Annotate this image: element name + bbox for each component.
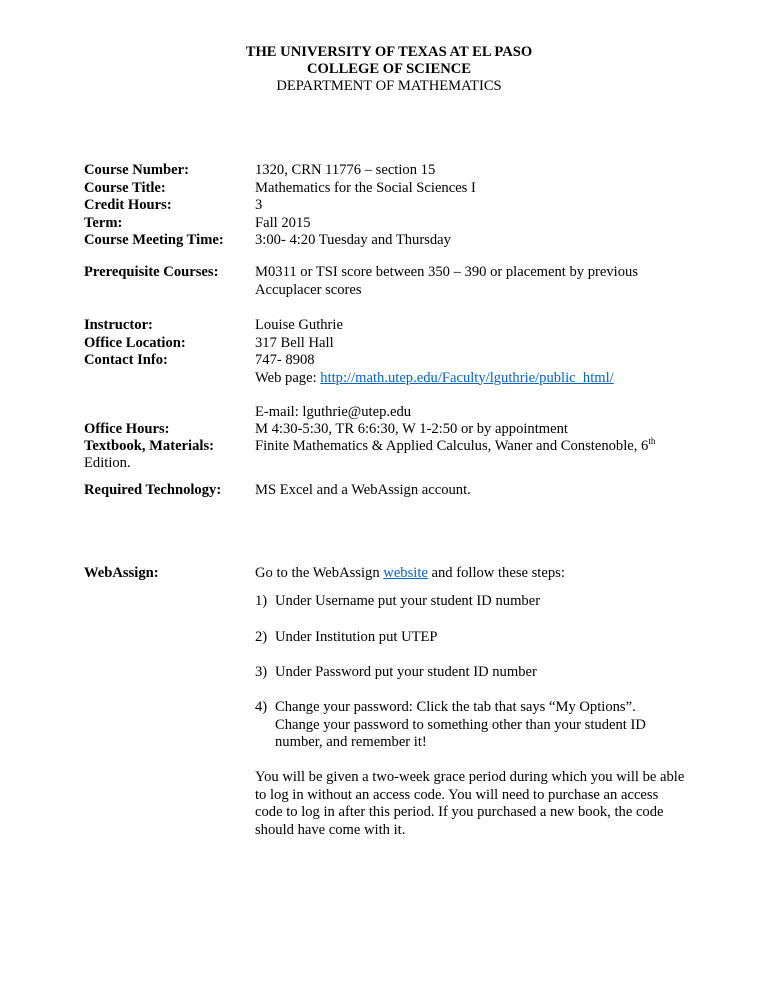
textbook-edition-continuation: Edition. <box>84 455 131 471</box>
course-title-value: Mathematics for the Social Sciences I <box>255 179 476 196</box>
course-number-value: 1320, CRN 11776 – section 15 <box>255 162 436 178</box>
office-location-label: Office Location: <box>84 334 186 351</box>
grace-line-4: should have come with it. <box>255 821 406 838</box>
prereq-label: Prerequisite Courses: <box>84 264 219 280</box>
webassign-intro <box>255 565 715 583</box>
step-1-text: Under Username put your student ID number <box>275 593 541 609</box>
meeting-time-label: Course Meeting Time: <box>84 232 224 248</box>
course-info-values <box>255 162 715 250</box>
credit-hours-label: Credit Hours: <box>84 197 172 213</box>
term-label: Term: <box>84 214 123 231</box>
prereq-line-1: M0311 or TSI score between 350 – 390 or placement by previous <box>255 264 639 280</box>
web-page-link[interactable]: http://math.utep.edu/Faculty/lguthrie/public_html/ <box>320 369 614 386</box>
edition-superscript: th <box>648 436 656 447</box>
instructor-label: Instructor: <box>84 317 153 333</box>
grace-line-1: You will be given a two-week grace period during which you will be able <box>255 769 685 785</box>
course-info-labels <box>84 162 259 250</box>
email-value: E-mail: lguthrie@utep.edu <box>255 404 412 420</box>
prereq-line-2: Accuplacer scores <box>255 281 362 298</box>
webassign-website-link[interactable]: website <box>383 565 428 581</box>
instructor-name: Louise Guthrie <box>255 317 343 333</box>
technology-label: Required Technology: <box>84 482 222 498</box>
step-1-number: 1) <box>255 593 268 609</box>
webassign-label: WebAssign: <box>84 565 159 581</box>
step-4-text <box>275 699 695 752</box>
course-number-label: Course Number: <box>84 162 189 178</box>
grace-period-paragraph <box>255 769 715 839</box>
prereq-value <box>255 264 715 299</box>
office-hours-label: Office Hours: <box>84 421 170 437</box>
contact-info-label: Contact Info: <box>84 352 168 368</box>
office-location-value: 317 Bell Hall <box>255 334 334 351</box>
university-name: THE UNIVERSITY OF TEXAS AT EL PASO <box>245 44 533 60</box>
meeting-time-value: 3:00- 4:20 Tuesday and Thursday <box>255 232 451 248</box>
step-4-line-2: Change your password to something other than your student ID <box>275 716 646 733</box>
instructor-values <box>255 317 715 387</box>
textbook-value <box>255 438 715 456</box>
web-page-prefix: Web page: <box>255 369 321 386</box>
step-2-text: Under Institution put UTEP <box>275 629 438 645</box>
grace-line-2: to log in without an access code. You will need to purchase an access <box>255 786 659 803</box>
step-3-text: Under Password put your student ID number <box>275 664 537 680</box>
term-value: Fall 2015 <box>255 214 311 231</box>
web-page-line <box>255 370 715 388</box>
credit-hours-value: 3 <box>255 197 263 213</box>
textbook-label: Textbook, Materials: <box>84 438 214 454</box>
course-title-label: Course Title: <box>84 179 166 196</box>
step-2-number: 2) <box>255 629 268 645</box>
technology-value: MS Excel and a WebAssign account. <box>255 482 471 498</box>
college-name: COLLEGE OF SCIENCE <box>306 61 472 77</box>
department-name: DEPARTMENT OF MATHEMATICS <box>276 78 502 94</box>
webassign-intro-prefix: Go to the WebAssign <box>255 565 384 581</box>
step-4-line-3: number, and remember it! <box>275 734 427 750</box>
step-4-line-1: Change your password: Click the tab that says “My Options”. <box>275 699 636 715</box>
instructor-labels <box>84 317 259 370</box>
phone-number: 747- 8908 <box>255 352 315 368</box>
step-4-number: 4) <box>255 699 268 715</box>
grace-line-3: code to log in after this period. If you purchased a new book, the code <box>255 804 664 820</box>
webassign-intro-suffix: and follow these steps: <box>427 565 565 581</box>
step-3-number: 3) <box>255 664 268 680</box>
document-header <box>0 44 768 95</box>
textbook-text: Finite Mathematics & Applied Calculus, Waner and Constenoble, 6 <box>255 438 649 454</box>
office-hours-value: M 4:30-5:30, TR 6:6:30, W 1-2:50 or by appointment <box>255 421 568 437</box>
